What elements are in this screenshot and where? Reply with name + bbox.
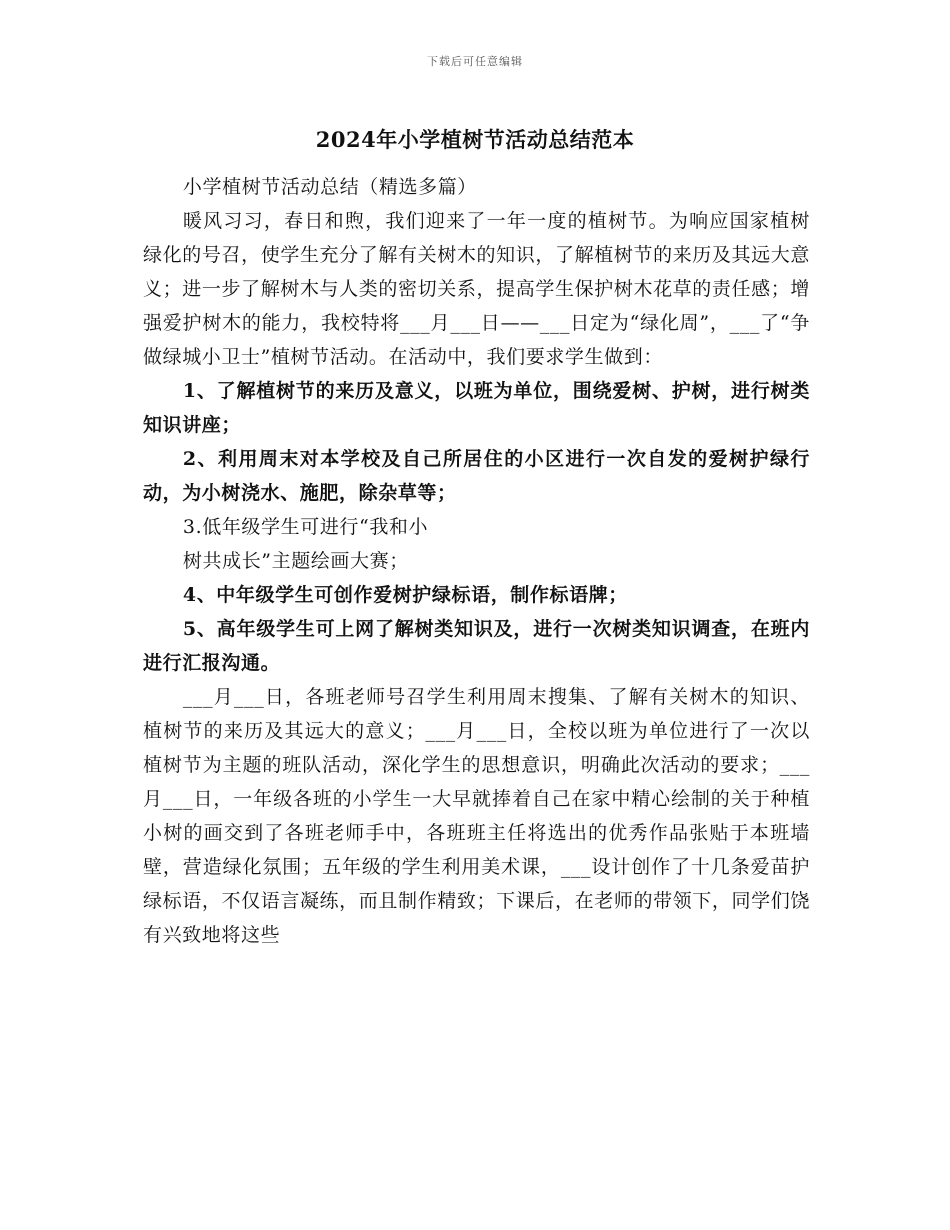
list-item-4: 4、中年级学生可创作爱树护绿标语，制作标语牌； [182,584,628,606]
document-title: 2024年小学植树节活动总结范本 [315,127,635,152]
list-item-2: 2、利用周末对本学校及自己所居住的小区进行一次自发的爱树护绿行动，为小树浇水、施肥，除杂草等； [143,448,810,504]
list-item-3-line-2: 树共成长”主题绘画大赛； [182,550,409,572]
document-body [143,170,810,952]
body-paragraph: ___月___日，各班老师号召学生利用周末搜集、了解有关树木的知识、植树节的来历及其远大的意义；___月___日，全校以班为单位进行了一次以植树节为主题的班队活动，深化学生的思想意识，明确此次活动的要求；___月___日，一年级各班的小学生一大早就捧着自己在家中精心绘制的关于种植小树的画交到了各班老师手中，各班班主任将选出的优秀作品张贴于本班墙壁，营造绿化氛围；五年级的学生利用美术课，___设计创作了十几条爱苗护绿标语，不仅语言凝练，而且制作精致；下课后，在老师的带领下，同学们饶有兴致地将这些 [143,686,810,946]
header-note: 下载后可任意编辑 [427,55,523,68]
intro-paragraph: 暖风习习，春日和煦，我们迎来了一年一度的植树节。为响应国家植树绿化的号召，使学生充分了解有关树木的知识，了解植树节的来历及其远大意义；进一步了解树木与人类的密切关系，提高学生保护树木花草的责任感；增强爱护树木的能力，我校特将___月___日——___日定为“绿化周”，___了“争做绿城小卫士”植树节活动。在活动中，我们要求学生做到： [143,210,810,368]
list-item-1: 1、了解植树节的来历及意义，以班为单位，围绕爱树、护树，进行树类知识讲座； [143,380,810,436]
list-item-3 [143,510,810,578]
list-item-3-line-1: 3.低年级学生可进行“我和小 [182,516,429,538]
subtitle: 小学植树节活动总结（精选多篇） [182,176,477,198]
list-item-5: 5、高年级学生可上网了解树类知识及，进行一次树类知识调查，在班内进行汇报沟通。 [143,618,810,674]
